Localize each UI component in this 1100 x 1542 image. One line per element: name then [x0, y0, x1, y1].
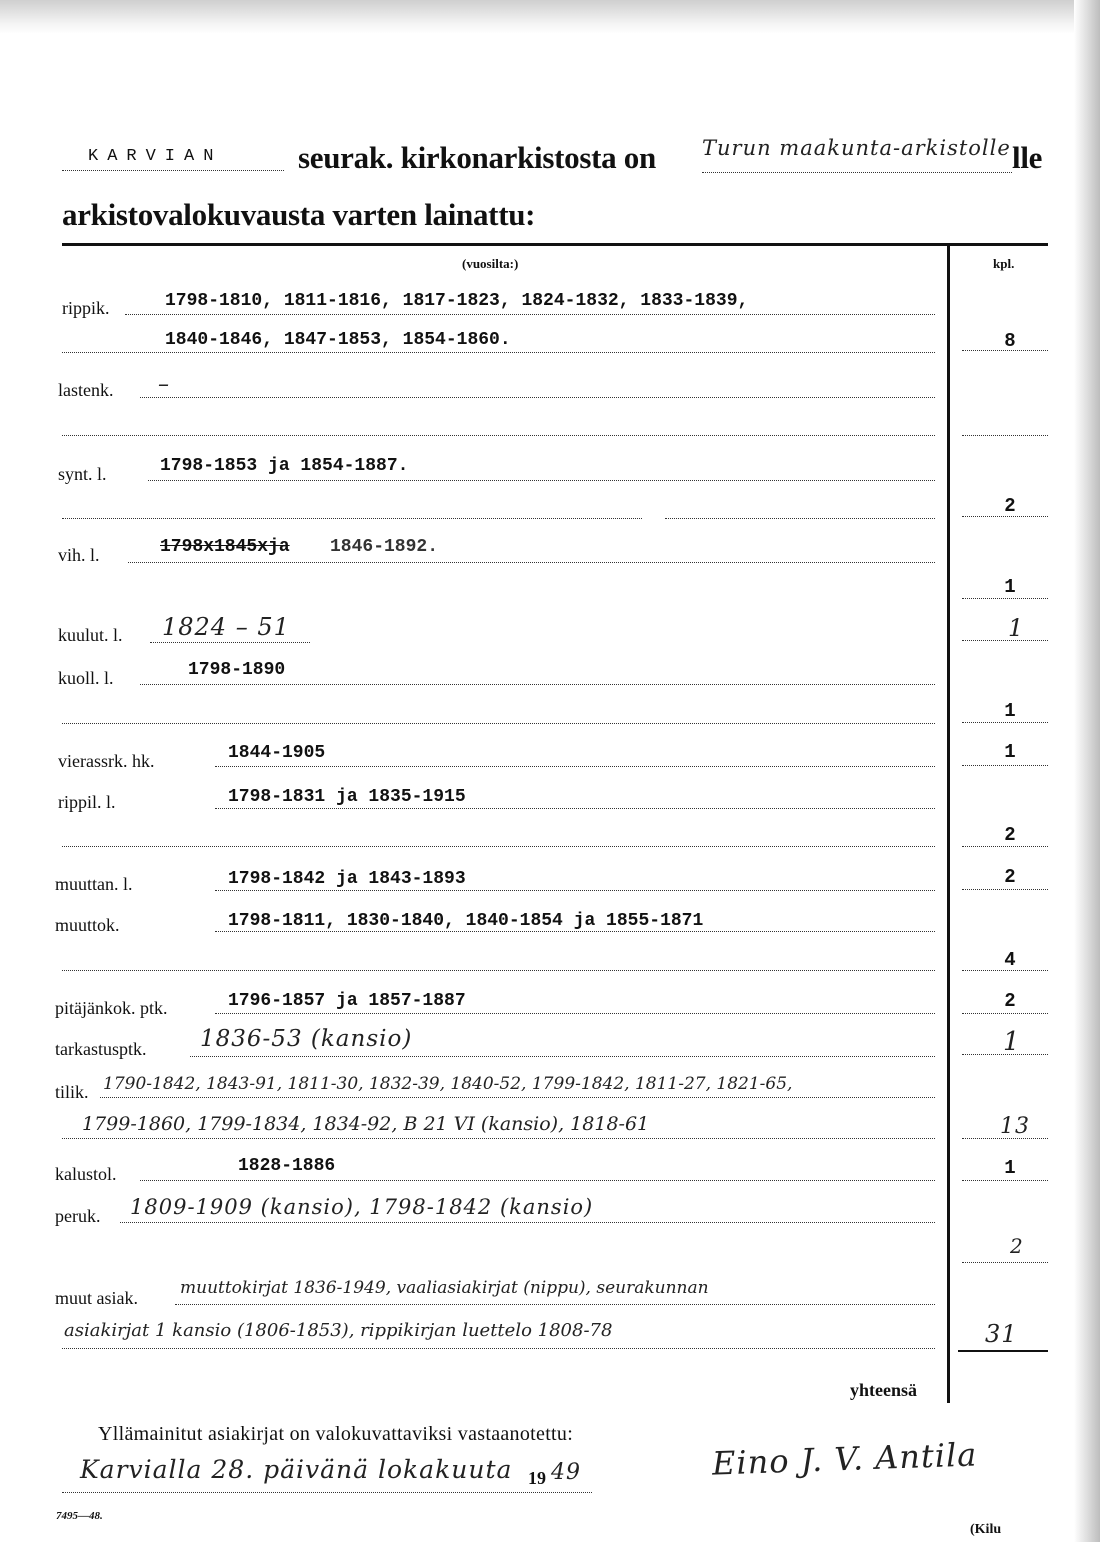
- count-muuttok: 4: [1004, 949, 1016, 971]
- year-handwritten: 49: [551, 1460, 581, 1485]
- form-title-suffix: lle: [1012, 140, 1043, 175]
- count-rippik: 8: [1004, 330, 1016, 352]
- kuulut-years: 1824 – 51: [162, 613, 290, 641]
- rippik-years-line2: 1840-1846, 1847-1853, 1854-1860.: [165, 330, 511, 350]
- count-kalustol: 1: [1004, 1157, 1016, 1179]
- form-title-part1: seurak. kirkonarkistosta on: [298, 140, 656, 175]
- vierassrk-years: 1844-1905: [228, 743, 326, 763]
- peruk-years: 1809-1909 (kansio), 1798-1842 (kansio): [130, 1195, 594, 1219]
- lastenk-value: –: [158, 372, 170, 397]
- label-pitajankok: pitäjänkok. ptk.: [55, 998, 168, 1018]
- kuoll-years: 1798-1890: [188, 660, 286, 680]
- label-muut-asiak: muut asiak.: [55, 1288, 138, 1308]
- count-muut-asiak: 31: [985, 1320, 1018, 1348]
- received-statement: Yllämainitut asiakirjat on valokuvattaviksi vastaanotettu:: [98, 1423, 574, 1445]
- label-vih: vih. l.: [58, 545, 100, 565]
- vih-years: 1846-1892.: [330, 537, 439, 557]
- total-label: yhteensä: [850, 1380, 917, 1400]
- label-muuttan: muuttan. l.: [55, 874, 133, 894]
- count-column-header: kpl.: [993, 256, 1015, 271]
- tarkastusptk-years: 1836-53 (kansio): [200, 1026, 413, 1052]
- rippik-years-line1: 1798-1810, 1811-1816, 1817-1823, 1824-1832, 1833-1839,: [165, 291, 749, 311]
- muuttok-years: 1798-1811, 1830-1840, 1840-1854 ja 1855-1871: [228, 911, 704, 931]
- years-column-header: (vuosilta:): [462, 256, 519, 271]
- tilik-years-line2: 1799-1860, 1799-1834, 1834-92, B 21 VI (kansio), 1818-61: [82, 1113, 650, 1135]
- label-kalustol: kalustol.: [55, 1164, 117, 1184]
- label-kuoll: kuoll. l.: [58, 668, 114, 688]
- count-column-rule: [947, 243, 950, 1403]
- form-title-part2: arkistovalokuvausta varten lainattu:: [62, 197, 536, 232]
- vih-struck-text: 1798x1845xja: [160, 537, 290, 557]
- count-muuttan: 2: [1004, 866, 1016, 888]
- scan-edge-right: [1074, 0, 1100, 1542]
- label-peruk: peruk.: [55, 1206, 101, 1226]
- count-vih: 1: [1004, 576, 1016, 598]
- label-tilik: tilik.: [55, 1082, 89, 1102]
- muut-asiak-line2: asiakirjat 1 kansio (1806-1853), rippikirjan luettelo 1808-78: [64, 1320, 613, 1341]
- muut-asiak-line1: muuttokirjat 1836-1949, vaaliasiakirjat (nippu), seurakunnan: [180, 1278, 709, 1298]
- count-vierassrk: 1: [1004, 741, 1016, 763]
- count-kuoll: 1: [1004, 700, 1016, 722]
- label-synt: synt. l.: [58, 464, 107, 484]
- count-pitajankok: 2: [1004, 990, 1016, 1012]
- form-number: 7495—48.: [56, 1510, 103, 1522]
- printer-mark: (Kilu: [970, 1522, 1002, 1537]
- year-prefix: 19: [528, 1468, 546, 1488]
- count-rippil: 2: [1004, 824, 1016, 846]
- label-lastenk: lastenk.: [58, 380, 114, 400]
- header-rule: [62, 243, 1048, 246]
- signature: Eino J. V. Antila: [711, 1435, 978, 1483]
- parish-name: KARVIAN: [88, 147, 223, 166]
- muuttan-years: 1798-1842 ja 1843-1893: [228, 869, 466, 889]
- count-tarkastusptk: 1: [1003, 1027, 1021, 1057]
- kalustol-years: 1828-1886: [238, 1156, 336, 1176]
- label-rippil: rippil. l.: [58, 792, 116, 812]
- scan-edge-top: [0, 0, 1100, 34]
- recipient-handwritten: Turun maakunta-arkistolle: [702, 136, 1011, 160]
- count-kuulut: 1: [1008, 614, 1025, 642]
- label-rippik: rippik.: [62, 298, 110, 318]
- label-vierassrk: vierassrk. hk.: [58, 751, 155, 771]
- count-peruk: 2: [1010, 1234, 1024, 1258]
- count-synt: 2: [1004, 495, 1016, 517]
- label-muuttok: muuttok.: [55, 915, 120, 935]
- tilik-years-line1: 1790-1842, 1843-91, 1811-30, 1832-39, 1840-52, 1799-1842, 1811-27, 1821-65,: [103, 1074, 793, 1094]
- label-tarkastusptk: tarkastusptk.: [55, 1039, 147, 1059]
- pitajankok-years: 1796-1857 ja 1857-1887: [228, 991, 466, 1011]
- label-kuulut: kuulut. l.: [58, 625, 123, 645]
- rippil-years: 1798-1831 ja 1835-1915: [228, 787, 466, 807]
- place-date-handwritten: Karvialla 28. päivänä lokakuuta: [80, 1455, 513, 1484]
- synt-years: 1798-1853 ja 1854-1887.: [160, 456, 409, 476]
- count-tilik: 13: [1000, 1114, 1030, 1139]
